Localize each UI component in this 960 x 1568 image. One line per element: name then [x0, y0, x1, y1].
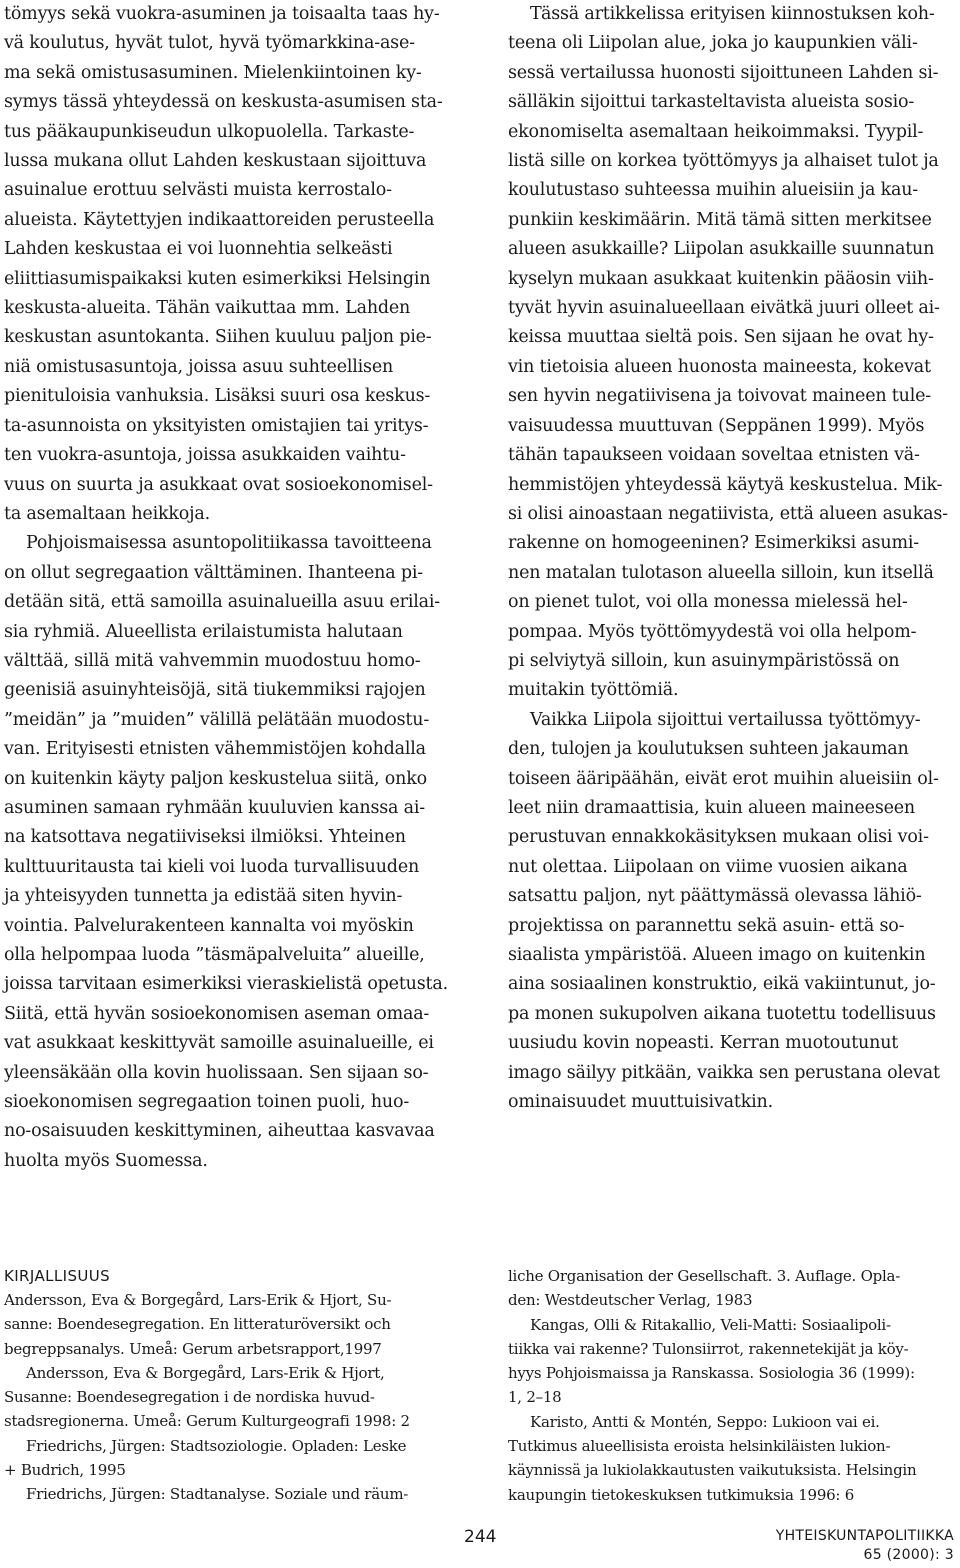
journal-footer [776, 1527, 954, 1565]
journal-issue: 65 (2000): 3 [863, 1547, 954, 1563]
reference-entry: Friedrichs, Jürgen: Stadtanalyse. Soziale und räum- [26, 1485, 409, 1504]
reference-entry: Friedrichs, Jürgen: Stadtsoziologie. Opladen: Leske + Budrich, 1995 [4, 1436, 407, 1480]
page-number: 244 [464, 1527, 497, 1547]
left-paragraph-2: Pohjoismaisessa asuntopolitiikassa tavoitteena on ollut segregaation välttäminen. Ihanteena pi- detään sitä, että samoilla asuinalueilla asuu erilai- sia ryhmiä. Alueellista erilaistumista halutaan välttää, sillä mitä vahvemmin muodostuu homo- geenisiä asuinyhteisöjä, sitä tiukemmiksi rajojen ”meidän” ja ”muiden” välillä pelätään muodostu- van. Erityisesti etnisten vähemmistöjen kohdalla on kuitenkin käyty paljon keskustelua siitä, onko asuminen samaan ryhmään kuuluvien kanssa ai- na katsottava negatiiviseksi ilmiöksi. Yhteinen kulttuuritausta tai kieli voi luoda turvallisuuden ja yhteisyyden tunnetta ja edistää siten hyvin- vointia. Palvelurakenteen kannalta voi myöskin olla helpompaa luoda ”täsmäpalveluita” alueille, joissa tarvitaan esimerkiksi vieraskielistä opetusta. Siitä, että hyvän sosioekonomisen aseman omaa- vat asukkaat keskittyvät samoille asuinalueille, ei yleensäkään olla kovin huolissaan. Sen sijaan so- sioekonomisen segregaation toinen puoli, huo- no-osaisuuden keskittyminen, aiheuttaa kasvavaa huolta myös Suomessa. [4, 533, 448, 1171]
right-column [508, 0, 956, 1117]
reference-entry: liche Organisation der Gesellschaft. 3. Auflage. Opla- den: Westdeutscher Verlag, 1983 [508, 1267, 901, 1310]
right-paragraph-1: Tässä artikkelissa erityisen kiinnostuksen koh- teena oli Liipolan alue, joka jo kaupunkien väli- sessä vertailussa huonosti sijoittuneen Lahden si- sälläkin sijoittui tarkasteltavista alueista sosio- ekonomiselta asemaltaan heikoimmaksi. Tyypil- listä sille on korkea työttömyys ja alhaiset tulot ja koulutustaso suhteessa muihin alueisiin ja kau- punkiin keskimäärin. Mitä tämä sitten merkitsee alueen asukkaille? Liipolan asukkaille suunnatun kyselyn mukaan asukkaat kuitenkin pääosin viih- tyvät hyvin asuinalueellaan eivätkä juuri olleet ai- keissa muuttaa sieltä pois. Sen sijaan he ovat hy- vin tietoisia alueen huonosta maineesta, kokevat sen hyvin negatiivisena ja toivovat maineen tule- vaisuudessa muuttuvan (Seppänen 1999). Myös tähän tapaukseen voidaan soveltaa etnisten vä- hemmistöjen yhteydessä käytyä keskustelua. Mik- si olisi ainoastaan negatiivista, että alueen asukas- rakenne on homogeeninen? Esimerkiksi asumi- nen matalan tulotason alueella silloin, kun itsellä on pienet tulot, voi olla monessa mielessä hel- pompaa. Myös työttömyydestä voi olla helpom- pi selviytyä silloin, kun asuinympäristössä on muitakin työttömiä. [508, 4, 948, 701]
reference-entry: Karisto, Antti & Montén, Seppo: Lukioon vai ei. Tutkimus alueellisista eroista helsinkiläisten lukion- käynnissä ja lukiolakkautusten vaikutuksista. Helsingin kaupungin tietokeskuksen tutkimuksia 1996: 6 [508, 1412, 917, 1504]
left-column [4, 0, 452, 1176]
reference-entry: Andersson, Eva & Borgegård, Lars-Erik & Hjort, Susanne: Boendesegregation i de nordiska huvud- stadsregionerna. Umeå: Gerum Kulturgeografi 1998: 2 [4, 1363, 410, 1431]
references-left-column [4, 1264, 452, 1507]
reference-entry: Andersson, Eva & Borgegård, Lars-Erik & Hjort, Su- sanne: Boendesegregation. En litteraturöversikt och begreppsanalys. Umeå: Gerum arbetsrapport,1997 [4, 1291, 392, 1358]
reference-entry: Kangas, Olli & Ritakallio, Veli-Matti: Sosiaalipoli- tiikka vai rakenne? Tulonsiirrot, rakennetekijät ja köy- hyys Pohjoismaissa ja Ranskassa. Sosiologia 36 (1999): 1, 2–18 [508, 1315, 915, 1407]
journal-name: YHTEISKUNTAPOLITIIKKA [775, 1528, 954, 1544]
left-paragraph-1: tömyys sekä vuokra-asuminen ja toisaalta taas hy- vä koulutus, hyvät tulot, hyvä työmarkkina-ase- ma sekä omistusasuminen. Mielenkiintoinen ky- symys tässä yhteydessä on keskusta-asumisen sta- tus pääkaupunkiseudun ulkopuolella. Tarkaste- lussa mukana ollut Lahden keskustaan sijoittuva asuinalue erottuu selvästi muista kerrostalo- alueista. Käytettyjen indikaattoreiden perusteella Lahden keskustaa ei voi luonnehtia selkeästi eliittiasumispaikaksi kuten esimerkiksi Helsingin keskusta-alueita. Tähän vaikuttaa mm. Lahden keskustan asuntokanta. Siihen kuuluu paljon pie- niä omistusasuntoja, joissa asuu suhteellisen pienituloisia vanhuksia. Lisäksi suuri osa keskus- ta-asunnoista on yksityisten omistajien tai yritys- ten vuokra-asuntoja, joissa asukkaiden vaihtu- vuus on suurta ja asukkaat ovat sosioekonomisel- ta asemaltaan heikkoja. [4, 4, 443, 524]
right-paragraph-2: Vaikka Liipola sijoittui vertailussa työttömyy- den, tulojen ja koulutuksen suhteen jakauman toiseen ääripäähän, eivät erot muihin alueisiin ol- leet niin dramaattisia, kuin alueen maineeseen perustuvan ennakkokäsityksen mukaan olisi voi- nut olettaa. Liipolaan on viime vuosien aikana satsattu paljon, nyt päättymässä olevassa lähiö- projektissa on parannettu sekä asuin- että so- siaalista ympäristöä. Alueen imago on kuitenkin aina sosiaalinen konstruktio, eikä vakiintunut, jo- pa monen sukupolven aikana tuotettu todellisuus uusiudu kovin nopeasti. Kerran muotoutunut imago säilyy pitkään, vaikka sen perustana olevat ominaisuudet muuttuisivatkin. [508, 709, 940, 1113]
references-heading: KIRJALLISUUS [4, 1267, 111, 1285]
references-right-column [508, 1264, 956, 1507]
